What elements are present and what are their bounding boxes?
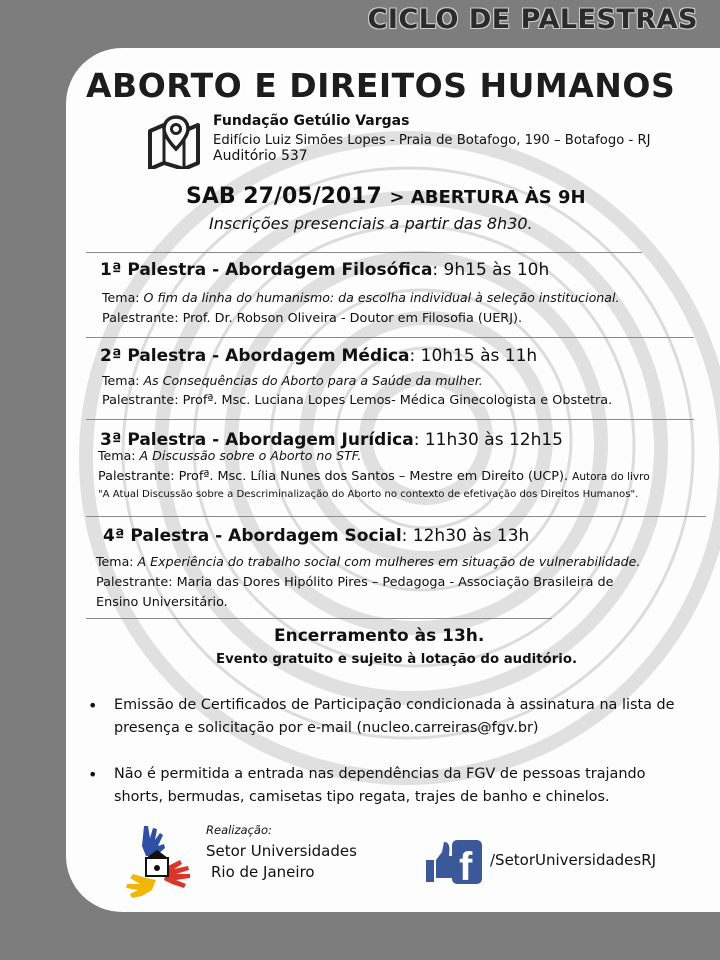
bullet-icon: • xyxy=(88,696,98,715)
talk-1-theme xyxy=(102,290,620,305)
map-icon xyxy=(146,115,202,169)
divider xyxy=(86,252,642,253)
theme-label: Tema: xyxy=(102,290,144,305)
venue-room: Auditório 537 xyxy=(213,148,308,164)
talk-4-title: 4ª Palestra - Abordagem Social xyxy=(103,526,402,546)
registration-info: Inscrições presenciais a partir das 8h30. xyxy=(209,214,533,233)
theme-text: A Experiência do trabalho social com mulheres em situação de vulnerabilidade. xyxy=(137,554,641,569)
svg-text:f: f xyxy=(459,845,473,886)
talk-1-heading xyxy=(100,260,549,280)
divider xyxy=(86,618,552,619)
divider xyxy=(86,337,694,338)
talk-1-speaker: Palestrante: Prof. Dr. Robson Oliveira - Doutor em Filosofia (UERJ). xyxy=(102,311,523,326)
talk-3-heading xyxy=(100,430,563,450)
talk-3-book: "A Atual Discussão sobre a Descriminalização do Aborto no contexto de efetivação dos Direitos Humanos". xyxy=(98,489,639,500)
closing-note: Evento gratuito e sujeito à lotação do auditório. xyxy=(216,652,578,667)
divider xyxy=(86,419,694,420)
talk-2-title: 2ª Palestra - Abordagem Médica xyxy=(100,346,410,366)
talk-4-theme xyxy=(96,554,640,569)
talk-4-time: : 12h30 às 13h xyxy=(401,526,530,546)
event-title: ABORTO E DIREITOS HUMANOS xyxy=(86,66,676,105)
talk-1-title: 1ª Palestra - Abordagem Filosófica xyxy=(100,260,433,280)
theme-text: As Consequências do Aborto para a Saúde da mulher. xyxy=(143,373,483,388)
event-date-value: SAB 27/05/2017 xyxy=(186,184,382,209)
venue-name: Fundação Getúlio Vargas xyxy=(213,113,410,129)
realizacao-label: Realização: xyxy=(206,823,272,837)
opening-time: > ABERTURA ÀS 9H xyxy=(389,187,586,208)
bullet-icon: • xyxy=(88,765,98,784)
talk-4-speaker-line1: Palestrante: Maria das Dores Hipólito Pires – Pedagoga - Associação Brasileira de xyxy=(96,575,614,590)
theme-label: Tema: xyxy=(102,373,144,388)
notice-2-line1: Não é permitida a entrada nas dependências da FGV de pessoas trajando xyxy=(114,766,646,782)
talk-2-theme xyxy=(102,373,483,388)
talk-3-speaker xyxy=(98,469,650,484)
speaker-text: Palestrante: Profª. Msc. Lília Nunes dos Santos – Mestre em Direito (UCP). xyxy=(98,469,569,484)
theme-label: Tema: xyxy=(96,554,138,569)
book-label: Autora do livro xyxy=(572,471,650,483)
theme-text: O fim da linha do humanismo: da escolha individual à seleção institucional. xyxy=(143,290,620,305)
divider xyxy=(86,516,706,517)
event-date xyxy=(186,184,586,209)
organizer-line1: Setor Universidades xyxy=(206,842,357,860)
theme-text: A Discussão sobre o Aborto no STF. xyxy=(139,448,362,463)
facebook-handle[interactable]: /SetorUniversidadesRJ xyxy=(490,851,657,869)
closing-time: Encerramento às 13h. xyxy=(274,626,485,646)
talk-3-title: 3ª Palestra - Abordagem Jurídica xyxy=(100,430,414,450)
notice-1-line2: presença e solicitação por e-mail (nucleo.carreiras@fgv.br) xyxy=(114,720,539,736)
talk-1-time: : 9h15 às 10h xyxy=(432,260,550,280)
talk-2-speaker: Palestrante: Profª. Msc. Luciana Lopes Lemos- Médica Ginecologista e Obstetra. xyxy=(102,393,613,408)
theme-label: Tema: xyxy=(98,448,140,463)
facebook-like-icon[interactable] xyxy=(424,838,484,886)
talk-3-theme xyxy=(98,448,361,463)
series-title: CICLO DE PALESTRAS xyxy=(367,4,698,35)
talk-2-heading xyxy=(100,346,537,366)
venue-address: Edifício Luiz Simões Lopes - Praia de Botafogo, 190 – Botafogo - RJ xyxy=(213,133,651,148)
talk-2-time: : 10h15 às 11h xyxy=(409,346,538,366)
notice-1-line1: Emissão de Certificados de Participação condicionada à assinatura na lista de xyxy=(114,697,675,713)
organizer-line2: Rio de Janeiro xyxy=(211,863,315,881)
hands-logo-icon xyxy=(122,824,198,904)
talk-4-heading xyxy=(103,526,529,546)
notice-2-line2: shorts, bermudas, camisetas tipo regata, trajes de banho e chinelos. xyxy=(114,789,610,805)
talk-3-time: : 11h30 às 12h15 xyxy=(413,430,563,450)
talk-4-speaker-line2: Ensino Universitário. xyxy=(96,595,228,610)
